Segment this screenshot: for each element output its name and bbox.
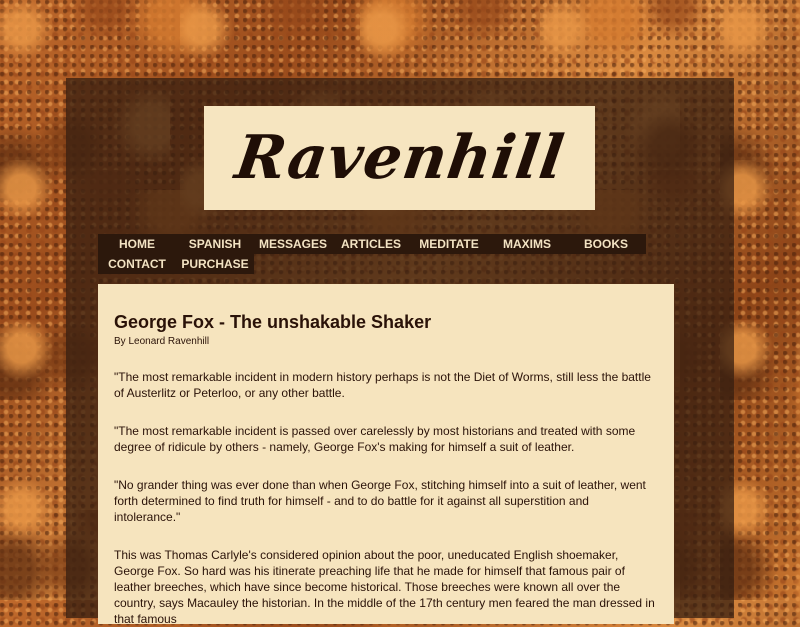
logo-text: Ravenhill [230,123,569,193]
article-paragraph: "The most remarkable incident in modern history perhaps is not the Diet of Worms, still less the battle of Austerlitz or Peterloo, or any other battle. [114,370,651,400]
nav-maxims[interactable]: MAXIMS [503,237,551,251]
article-paragraph: "No grander thing was ever done than when George Fox, stitching himself into a suit of leather, went forth determined to find truth for himself - and to do battle for it against all superstition and intolerance." [114,478,646,524]
article-content [98,284,674,624]
article-paragraph: "The most remarkable incident is passed over carelessly by most historians and treated with some degree of ridicule by others - namely, George Fox's making for himself a suit of leather. [114,424,636,454]
nav-spanish[interactable]: SPANISH [188,237,242,251]
nav-row-secondary [98,254,254,274]
nav-meditate[interactable]: MEDITATE [419,237,479,251]
nav-home[interactable]: HOME [119,237,155,251]
site-logo[interactable] [204,106,595,210]
nav-articles[interactable]: ARTICLES [341,237,401,251]
article-paragraph: This was Thomas Carlyle's considered opinion about the poor, uneducated English shoemaker, George Fox. So hard was his itinerate preaching life that he made for himself that famous pair of leather breeches, which have since become historical. Those breeches were known all over the country, says Macauley the historian. In the middle of the 17th century men feared the man dressed in that famous [114,548,655,626]
main-nav [98,234,646,274]
nav-row-primary [98,234,646,254]
nav-contact[interactable]: CONTACT [108,257,166,271]
article-title: George Fox - The unshakable Shaker [114,312,432,332]
article-byline: By Leonard Ravenhill [114,336,210,347]
nav-books[interactable]: BOOKS [583,237,628,251]
page-frame [66,78,734,626]
nav-messages[interactable]: MESSAGES [258,237,327,251]
nav-purchase[interactable]: PURCHASE [181,257,249,271]
